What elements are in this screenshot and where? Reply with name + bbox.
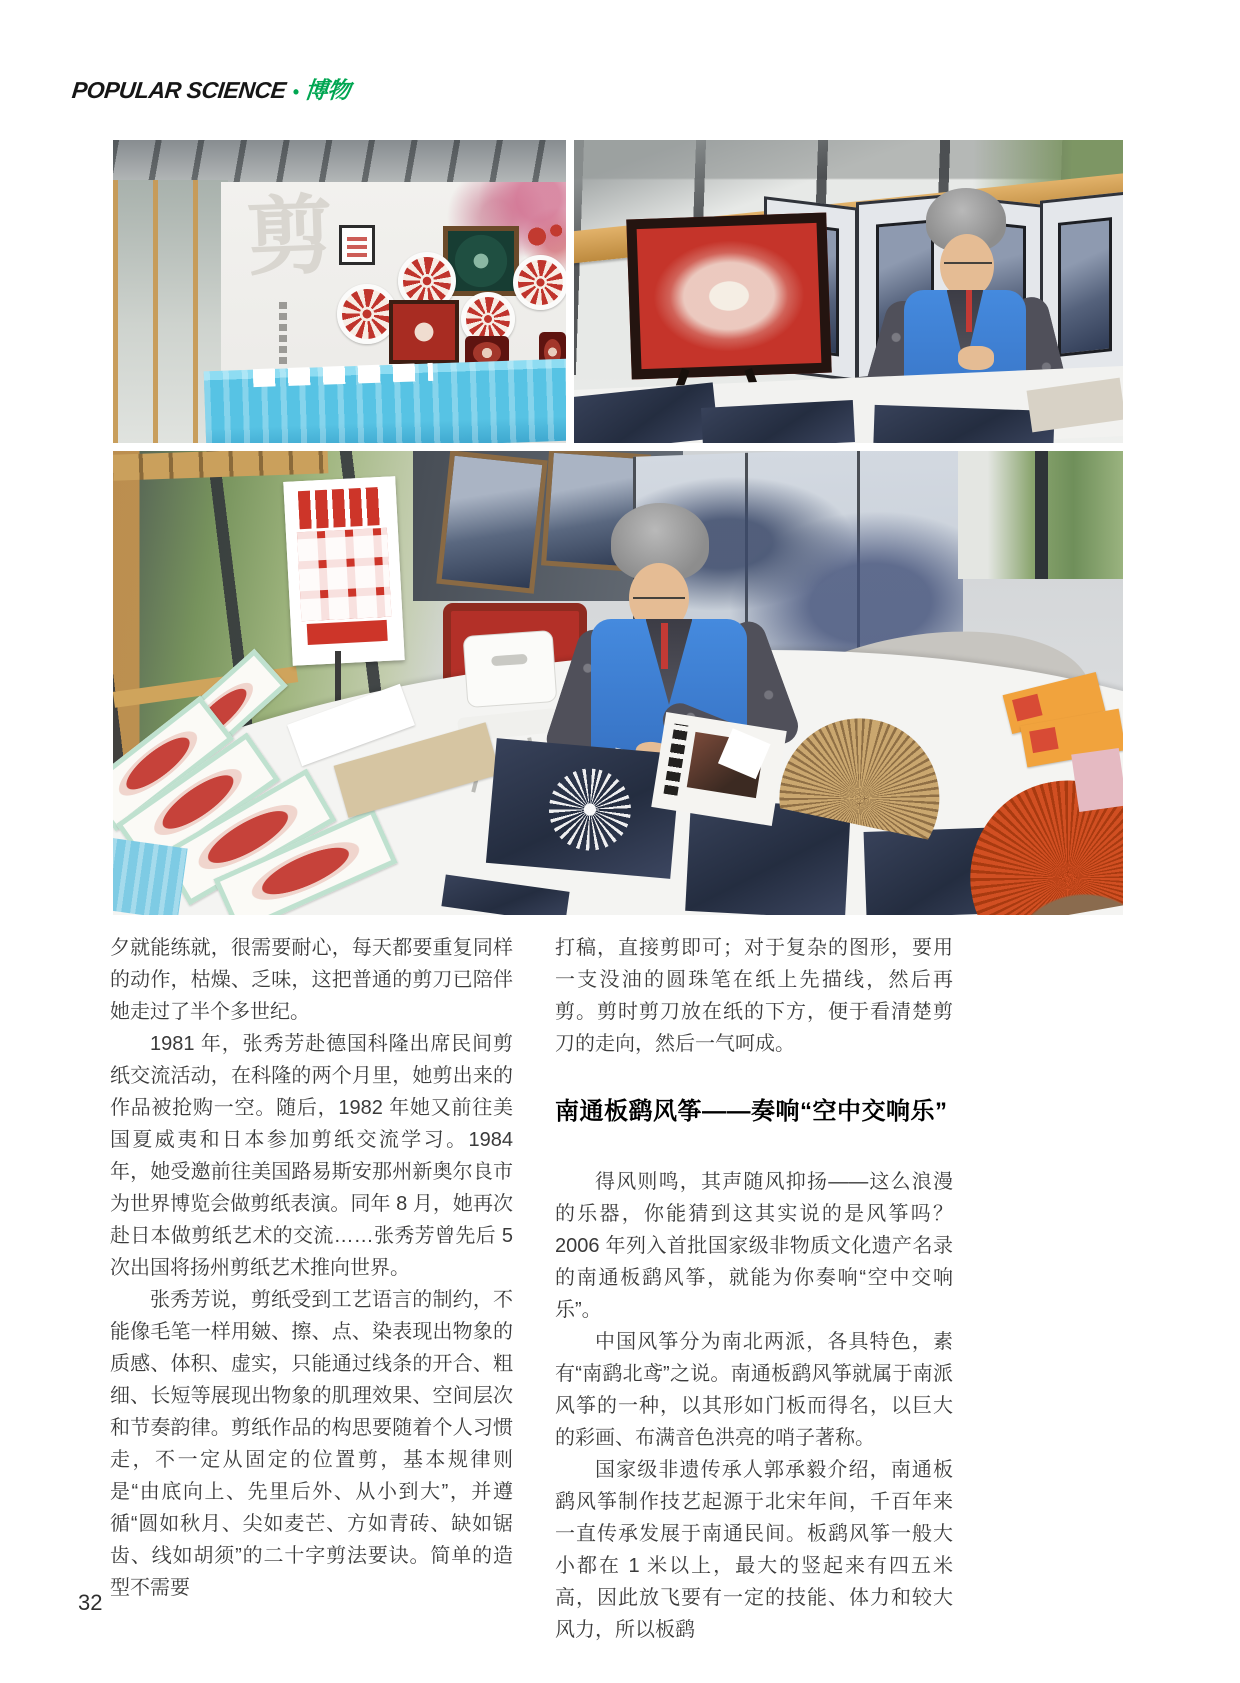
artist-hands bbox=[958, 346, 994, 370]
red-framed-papercut-on-easel bbox=[626, 213, 831, 380]
poster-image-grid bbox=[297, 528, 392, 622]
pink-sheet bbox=[1071, 748, 1123, 812]
photo-artist-curved-counter bbox=[113, 451, 1123, 915]
vertical-calligraphy-strip bbox=[663, 723, 689, 795]
red-framed-papercut bbox=[389, 300, 459, 364]
red-lanyard bbox=[966, 290, 972, 332]
folding-chair-back bbox=[463, 630, 558, 708]
paragraph: 得风则鸣，其声随风抑扬——这么浪漫的乐器，你能猜到这其实说的是风筝吗？ 2006 年列入首批国家级非物质文化遗产名录的南通板鹞风筝，就能为你奏响“空中交响乐”。 bbox=[555, 1171, 953, 1321]
paragraph: 打稿，直接剪即可；对于复杂的图形，要用一支没油的圆珠笔在纸上先描线，然后再剪。剪时剪刀放在纸的下方，便于看清楚剪刀的走向，然后一气呵成。 bbox=[555, 937, 953, 1055]
paragraph: 国家级非遗传承人郭承毅介绍，南通板鹞风筝制作技艺起源于北宋年间，千百年来一直传承发展于南通民间。板鹞风筝一般大小都在 1 米以上，最大的竖起来有四五米高，因此放飞要有一定的技能、体力和较大风力，所以板鹞 bbox=[555, 1459, 953, 1641]
framed-ink-print bbox=[436, 451, 547, 594]
glasses bbox=[633, 597, 685, 605]
paragraph: 夕就能练就，很需要耐心，每天都要重复同样的动作，枯燥、乏味，这把普通的剪刀已陪伴她走过了半个多世纪。 bbox=[110, 937, 513, 1023]
navy-papercut-sheet bbox=[701, 400, 855, 443]
red-lanyard bbox=[661, 623, 668, 669]
paragraph: 中国风筝分为南北两派，各具特色，素有“南鹞北鸢”之说。南通板鹞风筝就属于南派风筝的一种，以其形如门板而得名，以巨大的彩画、布满音色洪亮的哨子著称。 bbox=[555, 1331, 953, 1449]
magazine-logo: POPULAR SCIENCE bbox=[70, 77, 288, 103]
text-column-left bbox=[110, 932, 513, 1604]
vertical-caption-strip bbox=[279, 302, 287, 364]
wall-character: 剪 bbox=[245, 187, 335, 287]
red-poster-sign bbox=[283, 476, 404, 666]
section-heading: 南通板鹞风筝——奏响“空中交响乐” bbox=[555, 1098, 948, 1125]
poster-footer-bar bbox=[307, 620, 388, 645]
red-lantern-papercuts bbox=[525, 220, 565, 250]
poster-title-marks bbox=[298, 487, 384, 529]
glasses bbox=[944, 262, 992, 270]
photo-artist-at-table bbox=[574, 140, 1123, 443]
navy-papercut-sheet bbox=[873, 405, 1054, 443]
paragraph: 1981 年，张秀芳赴德国科隆出席民间剪纸交流活动，在科隆的两个月里，她剪出来的作品被抢购一空。随后，1982 年她又前往美国夏威夷和日本参加剪纸交流学习。1984 年，她受邀前往美国路易斯安那州新奥尔良市为世界博览会做剪纸表演。同年 8 月，她再次赴日本做剪纸艺术的交流……张秀芳曾先后 5 次出国将扬州剪纸艺术推向世界。 bbox=[110, 1033, 513, 1279]
paragraph: 张秀芳说，剪纸受到工艺语言的制约，不能像毛笔一样用皴、擦、点、染表现出物象的质感、体积、虚实，只能通过线条的开合、粗细、长短等展现出物象的肌理效果、空间层次和节奏韵律。剪纸作品的构思要随着个人习惯走，不一定从固定的位置剪，基本规律则是“由底向上、先里后外、从小到大”，并遵循“圆如秋月、尖如麦芒、方如青砖、缺如锯齿、线如胡须”的二十字剪法要诀。简单的造型不需要 bbox=[110, 1289, 513, 1599]
white-chrysanthemum-papercut bbox=[546, 765, 635, 854]
papercut-plate bbox=[337, 284, 397, 344]
papercut-plate bbox=[513, 255, 566, 310]
navy-papercut-sheet bbox=[486, 738, 681, 879]
page-header bbox=[72, 72, 350, 105]
magazine-cover bbox=[651, 712, 787, 826]
window-mullion bbox=[1035, 451, 1048, 579]
cyan-tablecloth-corner bbox=[113, 838, 188, 915]
section-title: 博物 bbox=[303, 77, 352, 103]
small-framed-papercut bbox=[339, 225, 375, 265]
photo-exhibition-wall bbox=[113, 140, 566, 443]
page-number: 32 bbox=[78, 1590, 103, 1615]
text-column-right bbox=[555, 932, 953, 1646]
logo-separator-dot: • bbox=[292, 82, 299, 102]
